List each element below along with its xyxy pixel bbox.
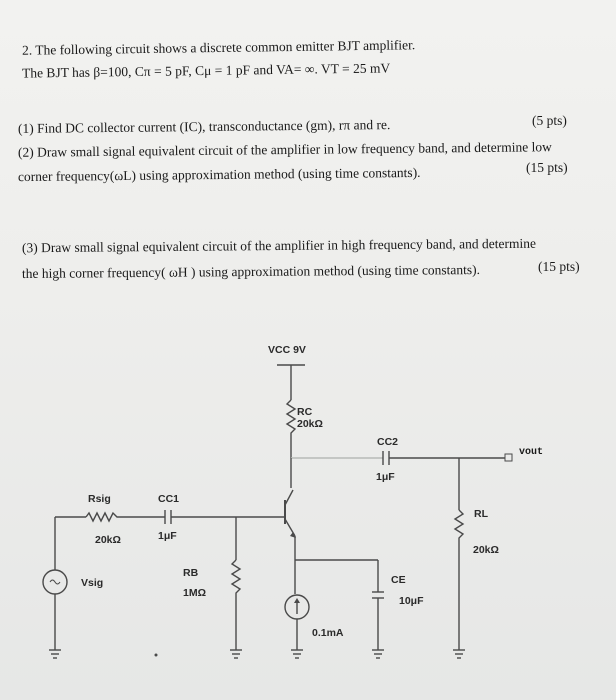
- current-source-value: 0.1mA: [312, 627, 344, 639]
- vcc-label: VCC 9V: [268, 344, 306, 356]
- ground-symbols: [49, 650, 465, 658]
- bjt-collector-lead: [285, 490, 293, 505]
- rc-value: 20kΩ: [297, 418, 323, 430]
- part1-text: (1) Find DC collector current (IC), transconductance (gm), rπ and re.: [17, 117, 391, 136]
- part3-text-line2: the high corner frequency( ωH ) using approximation method (using time constants).: [21, 262, 481, 281]
- rsig-value: 20kΩ: [95, 534, 121, 546]
- vsig-label: Vsig: [81, 577, 104, 589]
- problem-title: 2. The following circuit shows a discrete common emitter BJT amplifier.: [21, 37, 416, 58]
- vout-terminal: [505, 454, 512, 461]
- part2-text-line1: (2) Draw small signal equivalent circuit of the amplifier in low frequency band, and determine low: [17, 139, 552, 160]
- rb-resistor: [232, 560, 240, 650]
- part3-points: (15 pts): [538, 259, 580, 274]
- cc1-label: CC1: [158, 493, 180, 505]
- rsig-label: Rsig: [88, 493, 111, 505]
- current-arrow: [294, 598, 300, 603]
- ce-label: CE: [391, 574, 406, 586]
- rsig-resistor: [86, 513, 165, 521]
- problem-parameters: The BJT has β=100, Cπ = 5 pF, Cμ = 1 pF and VA= ∞. VT = 25 mV: [21, 60, 391, 81]
- rl-value: 20kΩ: [473, 544, 499, 556]
- part2-points: (15 pts): [526, 160, 568, 175]
- vout-label: vout: [519, 447, 544, 458]
- rc-label: RC: [297, 406, 313, 418]
- rl-resistor: [455, 510, 463, 650]
- rc-resistor: [287, 400, 295, 458]
- rb-value: 1MΩ: [183, 587, 207, 599]
- rl-label: RL: [474, 508, 488, 520]
- rb-label: RB: [183, 567, 199, 579]
- ce-value: 10μF: [399, 595, 424, 607]
- part2-text-line2: corner frequency(ωL) using approximation method (using time constants).: [17, 164, 421, 185]
- cc2-value: 1μF: [376, 471, 395, 483]
- cc1-value: 1μF: [158, 530, 177, 542]
- part1-points: (5 pts): [532, 113, 567, 128]
- part3-text-line1: (3) Draw small signal equivalent circuit of the amplifier in high frequency band, and determine: [21, 235, 537, 256]
- cc2-label: CC2: [377, 436, 399, 448]
